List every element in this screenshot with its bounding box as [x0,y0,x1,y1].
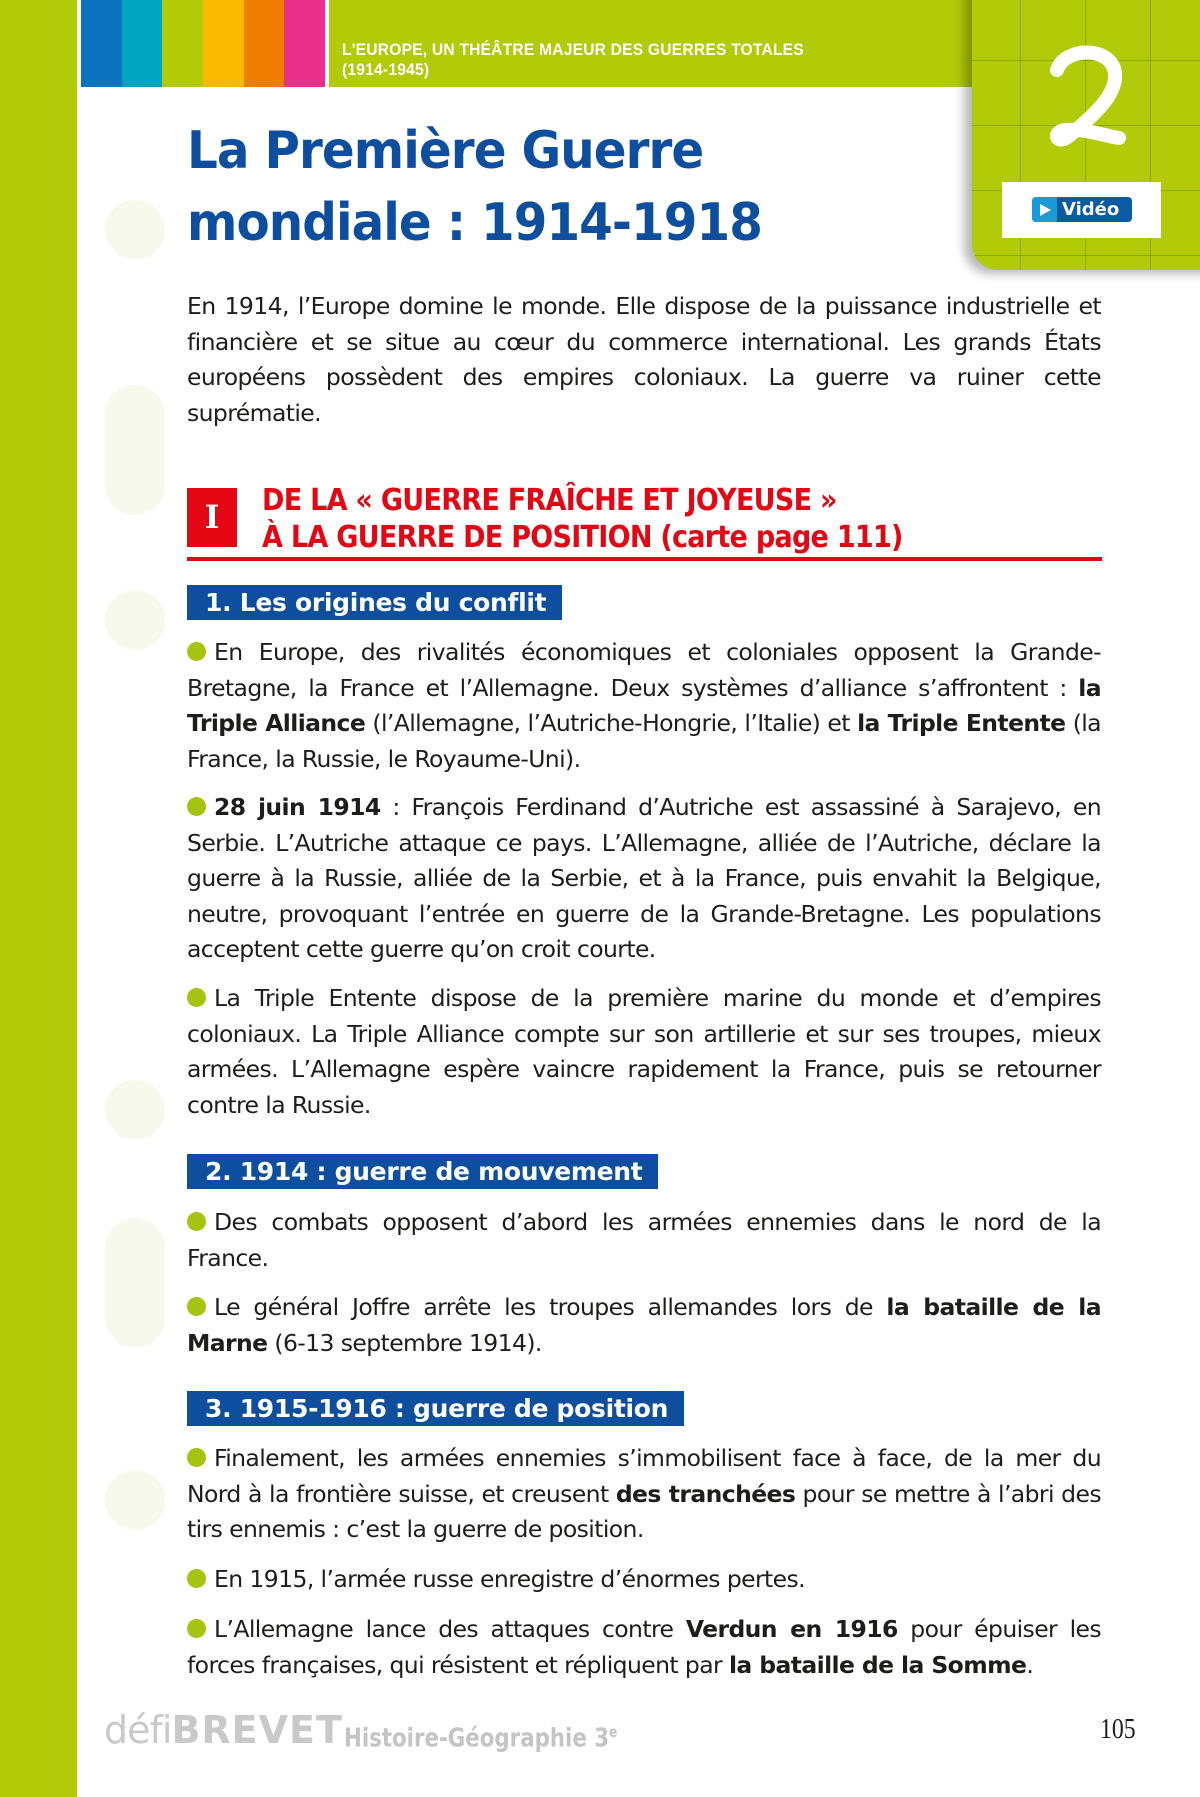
paragraph [187,1441,1101,1548]
left-margin-strip [0,0,77,1797]
footer-brand-logo [104,1706,343,1754]
text-run: En 1915, l’armée russe enregistre d’énormes pertes. [214,1565,806,1593]
color-bars [81,0,325,87]
decor-circle [105,1470,165,1530]
intro-paragraph: En 1914, l’Europe domine le monde. Elle dispose de la puissance industrielle et financière et se situe au cœur du commerce international. Les grands États européens possèdent des empires coloniaux. La guerre va ruiner cette suprématie. [187,292,1101,427]
bullet-icon [187,1297,206,1316]
section-title-line2: À LA GUERRE DE POSITION (carte page 111) [262,520,903,555]
brand-light: défi [104,1708,172,1752]
bold-text: 28 juin 1914 [214,793,381,821]
paragraph [187,981,1101,1123]
theme-banner [329,0,989,87]
page-number: 105 [1100,1714,1136,1745]
bullet-icon [187,1212,206,1231]
subsection-heading-1: 1. Les origines du conflit [187,585,562,620]
text-run: La Triple Entente dispose de la première marine du monde et d’empires coloniaux. La Triple Alliance compte sur son artillerie et sur ses troupes, mieux armées. L’Allemagne espère vaincre rapidement la France, puis se retourner contre la Russie. [187,984,1101,1119]
section-number-badge: I [187,488,237,547]
text-run: L’Allemagne lance des attaques contre [214,1615,686,1643]
text-run: Des combats opposent d’abord les armées ennemies dans le nord de la France. [187,1208,1101,1272]
video-label: Vidéo [1062,199,1120,220]
paragraph [187,1612,1101,1683]
text-run: En Europe, des rivalités économiques et coloniales opposent la Grande-Bretagne, la France et l’Allemagne. Deux systèmes d’alliance s’affrontent : [187,638,1101,702]
bold-text: la Triple Alliance [187,673,1101,737]
section-title [262,482,903,556]
bold-text: la Triple Entente [857,709,1066,737]
color-bar [203,0,244,87]
bold-text: la bataille de la Somme [728,1650,1027,1679]
text-run: (la France, la Russie, le Royaume-Uni). [187,709,1101,773]
text-run: Finalement, les armées ennemies s’immobilisent face à face, de la mer du Nord à la frontière suisse, et creusent [187,1444,1101,1508]
footer-subject-sup: e [609,1723,618,1741]
text-run: (l’Allemagne, l’Autriche-Hongrie, l’Italie) et [365,709,858,737]
paragraph [187,635,1101,777]
text-run: : François Ferdinand d’Autriche est assassiné à Sarajevo, en Serbie. L’Autriche attaque ce pays. L’Allemagne, alliée de l’Autriche, déclare la guerre à la Russie, alliée de la Serbie, et à la France, puis envahit la Belgique, neutre, provoquant l’entrée en guerre de la Grande-Bretagne. Les populations acceptent cette guerre qu’on croit courte. [187,793,1101,963]
page-title-line1: La Première Guerre [187,121,704,181]
chapter-number-2 [1035,40,1135,160]
bullet-icon [187,988,206,1007]
decor-circle [105,590,165,650]
bold-text: des tranchées [615,1479,796,1508]
decor-pill [105,385,165,515]
decor-circle [105,1080,165,1140]
video-link-box[interactable] [1002,182,1161,238]
text-run: (6-13 septembre 1914). [267,1328,542,1357]
text-run: . [1026,1650,1034,1679]
paragraph [187,1290,1101,1361]
bullet-icon [187,642,206,661]
bullet-icon [187,1619,206,1638]
theme-title-line2: (1914-1945) [342,60,430,79]
video-button[interactable] [1032,197,1132,222]
page-title [187,115,762,259]
color-bar [81,0,122,87]
text-run: Le général Joffre arrête les troupes allemandes lors de [214,1293,887,1321]
bold-text: Verdun en 1916 [685,1615,898,1643]
bold-text: la bataille de la Marne [187,1293,1101,1357]
theme-title-line1: L'EUROPE, UN THÉÂTRE MAJEUR DES GUERRES TOTALES [342,40,804,59]
brand-bold: BREVET [171,1708,343,1752]
text-run: pour épuiser les forces françaises, qui résistent et répliquent par [187,1615,1102,1679]
text-run: pour se mettre à l’abri des tirs ennemis : c’est la guerre de position. [187,1479,1101,1543]
footer-subject [344,1712,617,1759]
footer-subject-text: Histoire-Géographie 3 [344,1723,610,1754]
paragraph [187,1205,1101,1276]
paragraph [187,1562,1101,1598]
theme-title [342,40,804,80]
decor-circle [105,200,165,260]
bullet-icon [187,1448,206,1467]
subsection-heading-3: 3. 1915-1916 : guerre de position [187,1391,684,1426]
bullet-icon [187,797,206,816]
subsection-heading-2: 2. 1914 : guerre de mouvement [187,1154,658,1189]
section-title-line1: DE LA « GUERRE FRAÎCHE ET JOYEUSE » [262,483,837,518]
color-bar [284,0,325,87]
color-bar [162,0,203,87]
play-icon [1032,197,1057,222]
paragraph [187,790,1101,968]
color-bar [122,0,163,87]
color-bar [244,0,285,87]
bullet-icon [187,1569,206,1588]
section-underline [187,557,1102,561]
decor-pill [105,1218,165,1348]
page-title-line2: mondiale : 1914-1918 [187,193,762,253]
